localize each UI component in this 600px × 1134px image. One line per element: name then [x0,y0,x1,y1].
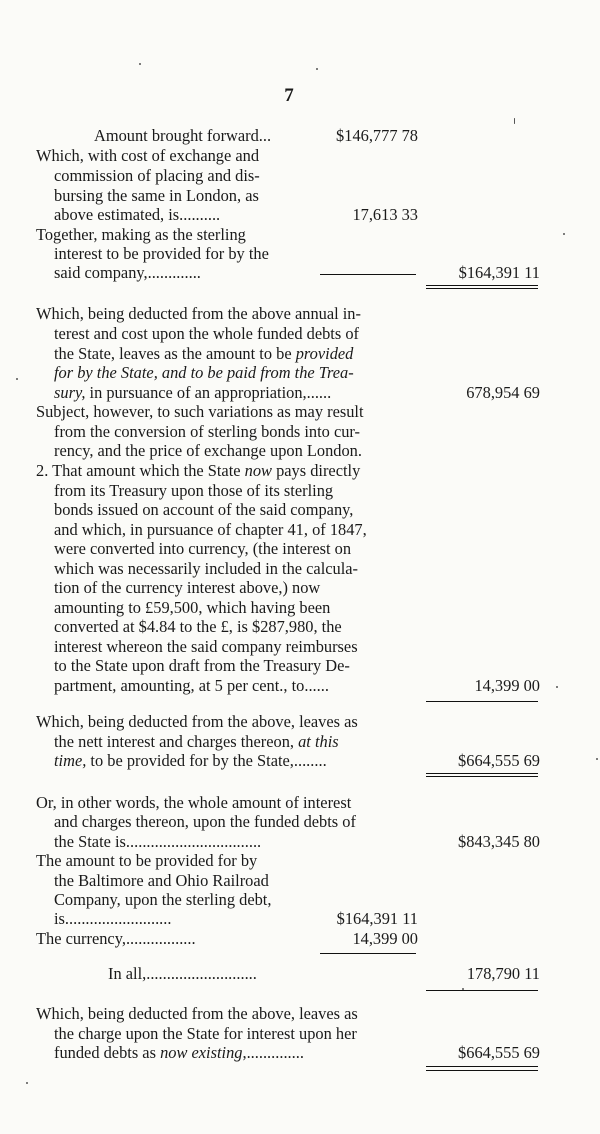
page-number: 7 [284,85,294,106]
value-whole-amount: $843,345 80 [458,832,540,851]
text-line: bonds issued on account of the said company, [54,500,354,519]
value-sterling-interest-total: $164,391 11 [458,263,540,282]
total-double-rule [426,773,538,777]
subtotal-rule [320,953,416,954]
text-line: converted at $4.84 to the £, is $287,980, the [54,617,342,636]
text-line: Subject, however, to such variations as may result [36,402,364,421]
text-line: interest to be provided for by the [54,244,269,263]
text-line: the State, leaves as the amount to be provided [54,344,354,363]
text-line: from the conversion of sterling bonds into cur- [54,422,361,441]
value-company-reimbursement: 14,399 00 [474,676,540,695]
text-line: time, to be provided for by the State,........ [54,751,327,770]
text-line: Company, upon the sterling debt, [54,890,272,909]
subtotal-rule [320,274,416,275]
text-line: 2. That amount which the State now pays directly [36,461,361,480]
text-line: the Baltimore and Ohio Railroad [54,871,269,890]
scan-speck [139,63,141,65]
value-exchange-commission: 17,613 33 [352,205,418,224]
subtotal-rule [426,990,538,991]
total-double-rule [426,285,538,289]
text-line: Which, being deducted from the above annual in- [36,304,361,323]
text-line: which was necessarily included in the calcula- [54,559,359,578]
text-line: interest whereon the said company reimburses [54,637,358,656]
text-line: The amount to be provided for by [36,851,258,870]
text-line: above estimated, is.......... [54,205,221,224]
text-line: terest and cost upon the whole funded debts of [54,324,359,343]
scan-speck [556,686,558,688]
total-double-rule [426,1066,538,1071]
text-line: commission of placing and dis- [54,166,260,185]
text-line: the nett interest and charges thereon, at this [54,732,339,751]
text-line: partment, amounting, at 5 per cent., to...... [54,676,329,695]
text-line: and which, in pursuance of chapter 41, of 1847, [54,520,367,539]
text-line: Together, making as the sterling [36,225,246,244]
text-line: the State is................................. [54,832,262,851]
label-amount-brought-forward: Amount brought forward... [94,126,272,145]
value-provided-by-state: 678,954 69 [466,383,540,402]
value-in-all: 178,790 11 [466,964,540,983]
text-line: funded debts as now existing,.............. [54,1043,304,1062]
text-line: amounting to £59,500, which having been [54,598,331,617]
scan-speck [462,988,464,990]
value-currency: 14,399 00 [352,929,418,948]
text-line: and charges thereon, upon the funded debts of [54,812,356,831]
label-in-all: In all,........................... [108,964,257,983]
text-line: rency, and the price of exchange upon London. [54,441,362,460]
value-amount-brought-forward: $146,777 78 [336,126,418,145]
text-line: Which, with cost of exchange and [36,146,260,165]
text-line: tion of the currency interest above,) now [54,578,321,597]
text-line: said company,............. [54,263,201,282]
text-line: the charge upon the State for interest upon her [54,1024,357,1043]
text-line: to the State upon draft from the Treasury De- [54,656,350,675]
value-nett-interest: $664,555 69 [458,751,540,770]
text-line: Or, in other words, the whole amount of interest [36,793,352,812]
text-line: Which, being deducted from the above, leaves as [36,712,358,731]
scan-speck [514,118,515,124]
value-charge-upon-state: $664,555 69 [458,1043,540,1062]
scan-speck [16,378,18,380]
scan-speck [316,68,318,70]
scan-speck [596,758,598,760]
scan-speck [563,233,565,235]
text-line: is.......................... [54,909,172,928]
text-line: bursing the same in London, as [54,186,259,205]
text-line: from its Treasury upon those of its sterling [54,481,334,500]
text-line: The currency,................. [36,929,196,948]
text-line: sury, in pursuance of an appropriation,...... [54,383,332,402]
value-railroad-sterling: $164,391 11 [336,909,418,928]
scan-speck [26,1082,28,1084]
text-line: Which, being deducted from the above, leaves as [36,1004,358,1023]
text-line: were converted into currency, (the interest on [54,539,352,558]
text-line: for by the State, and to be paid from the Trea- [54,363,354,382]
subtotal-rule [426,701,538,702]
